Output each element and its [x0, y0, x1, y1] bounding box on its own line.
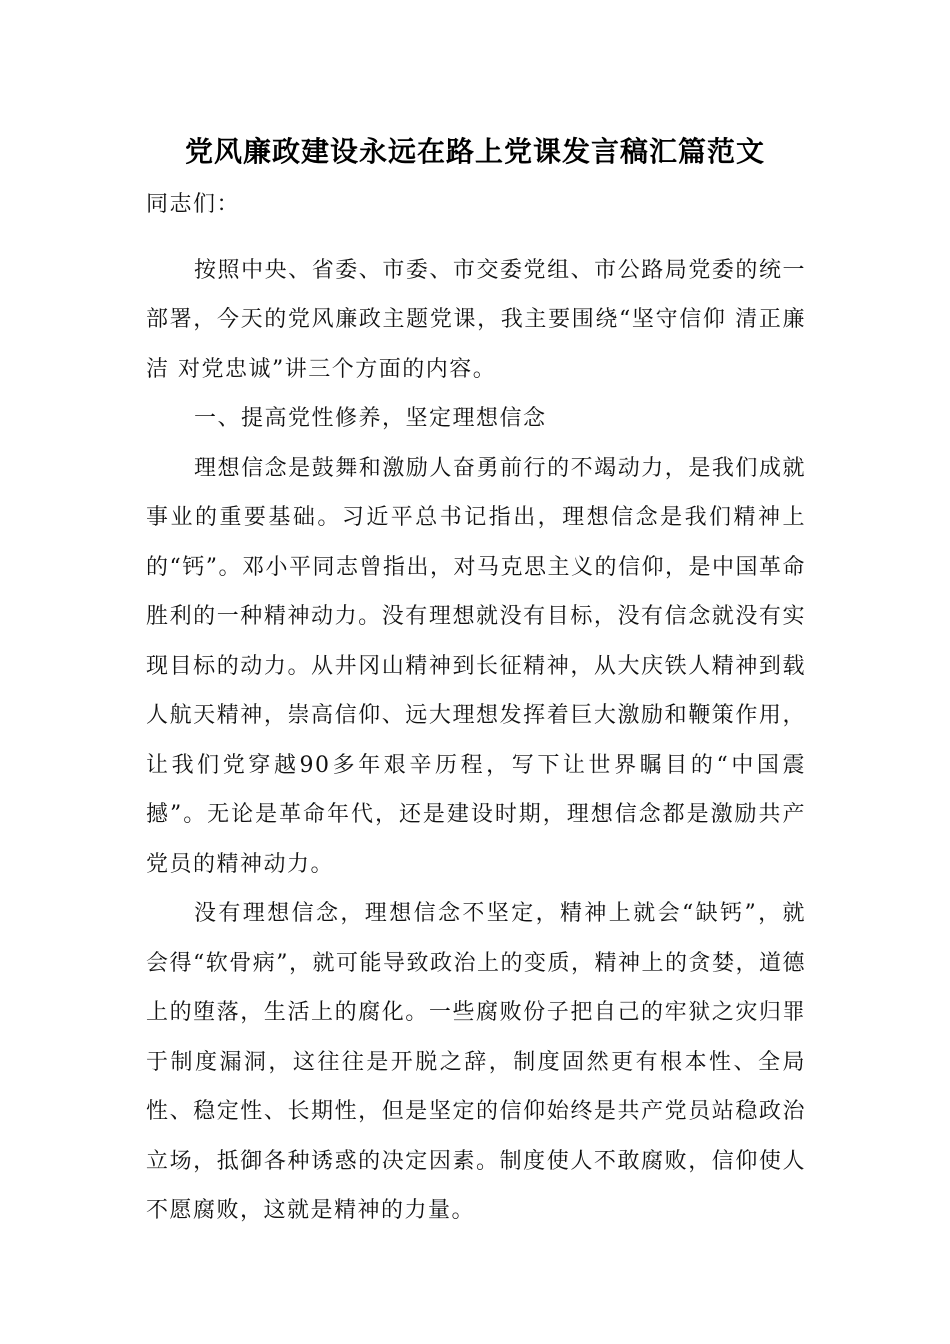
- paragraph-intro: 按照中央、省委、市委、市交委党组、市公路局党委的统一部署，今天的党风廉政主题党课，我主要围绕“坚守信仰 清正廉洁 对党忠诚”讲三个方面的内容。: [146, 257, 806, 382]
- paragraph-consequences: 没有理想信念，理想信念不坚定，精神上就会“缺钙”，就会得“软骨病”，就可能导致政治上的变质，精神上的贪婪，道德上的堕落，生活上的腐化。一些腐败份子把自己的牢狱之灾归罪于制度漏洞，这往往是开脱之辞，制度固然更有根本性、全局性、稳定性、长期性，但是坚定的信仰始终是共产党员站稳政治立场，抵御各种诱惑的决定因素。制度使人不敢腐败，信仰使人不愿腐败，这就是精神的力量。: [146, 901, 806, 1223]
- salutation: 同志们：: [146, 192, 241, 217]
- section-heading-1: 一、提高党性修养，坚定理想信念: [194, 406, 547, 431]
- paragraph-ideals: 理想信念是鼓舞和激励人奋勇前行的不竭动力，是我们成就事业的重要基础。习近平总书记指出，理想信念是我们精神上的“钙”。邓小平同志曾指出，对马克思主义的信仰，是中国革命胜利的一种精神动力。没有理想就没有目标，没有信念就没有实现目标的动力。从井冈山精神到长征精神，从大庆铁人精神到载人航天精神，崇高信仰、远大理想发挥着巨大激励和鞭策作用，让我们党穿越90多年艰辛历程，写下让世界瞩目的“中国震撼”。无论是革命年代，还是建设时期，理想信念都是激励共产党员的精神动力。: [146, 455, 806, 877]
- document-body: [146, 180, 806, 1236]
- document-title: 党风廉政建设永远在路上党课发言稿汇篇范文: [184, 135, 765, 168]
